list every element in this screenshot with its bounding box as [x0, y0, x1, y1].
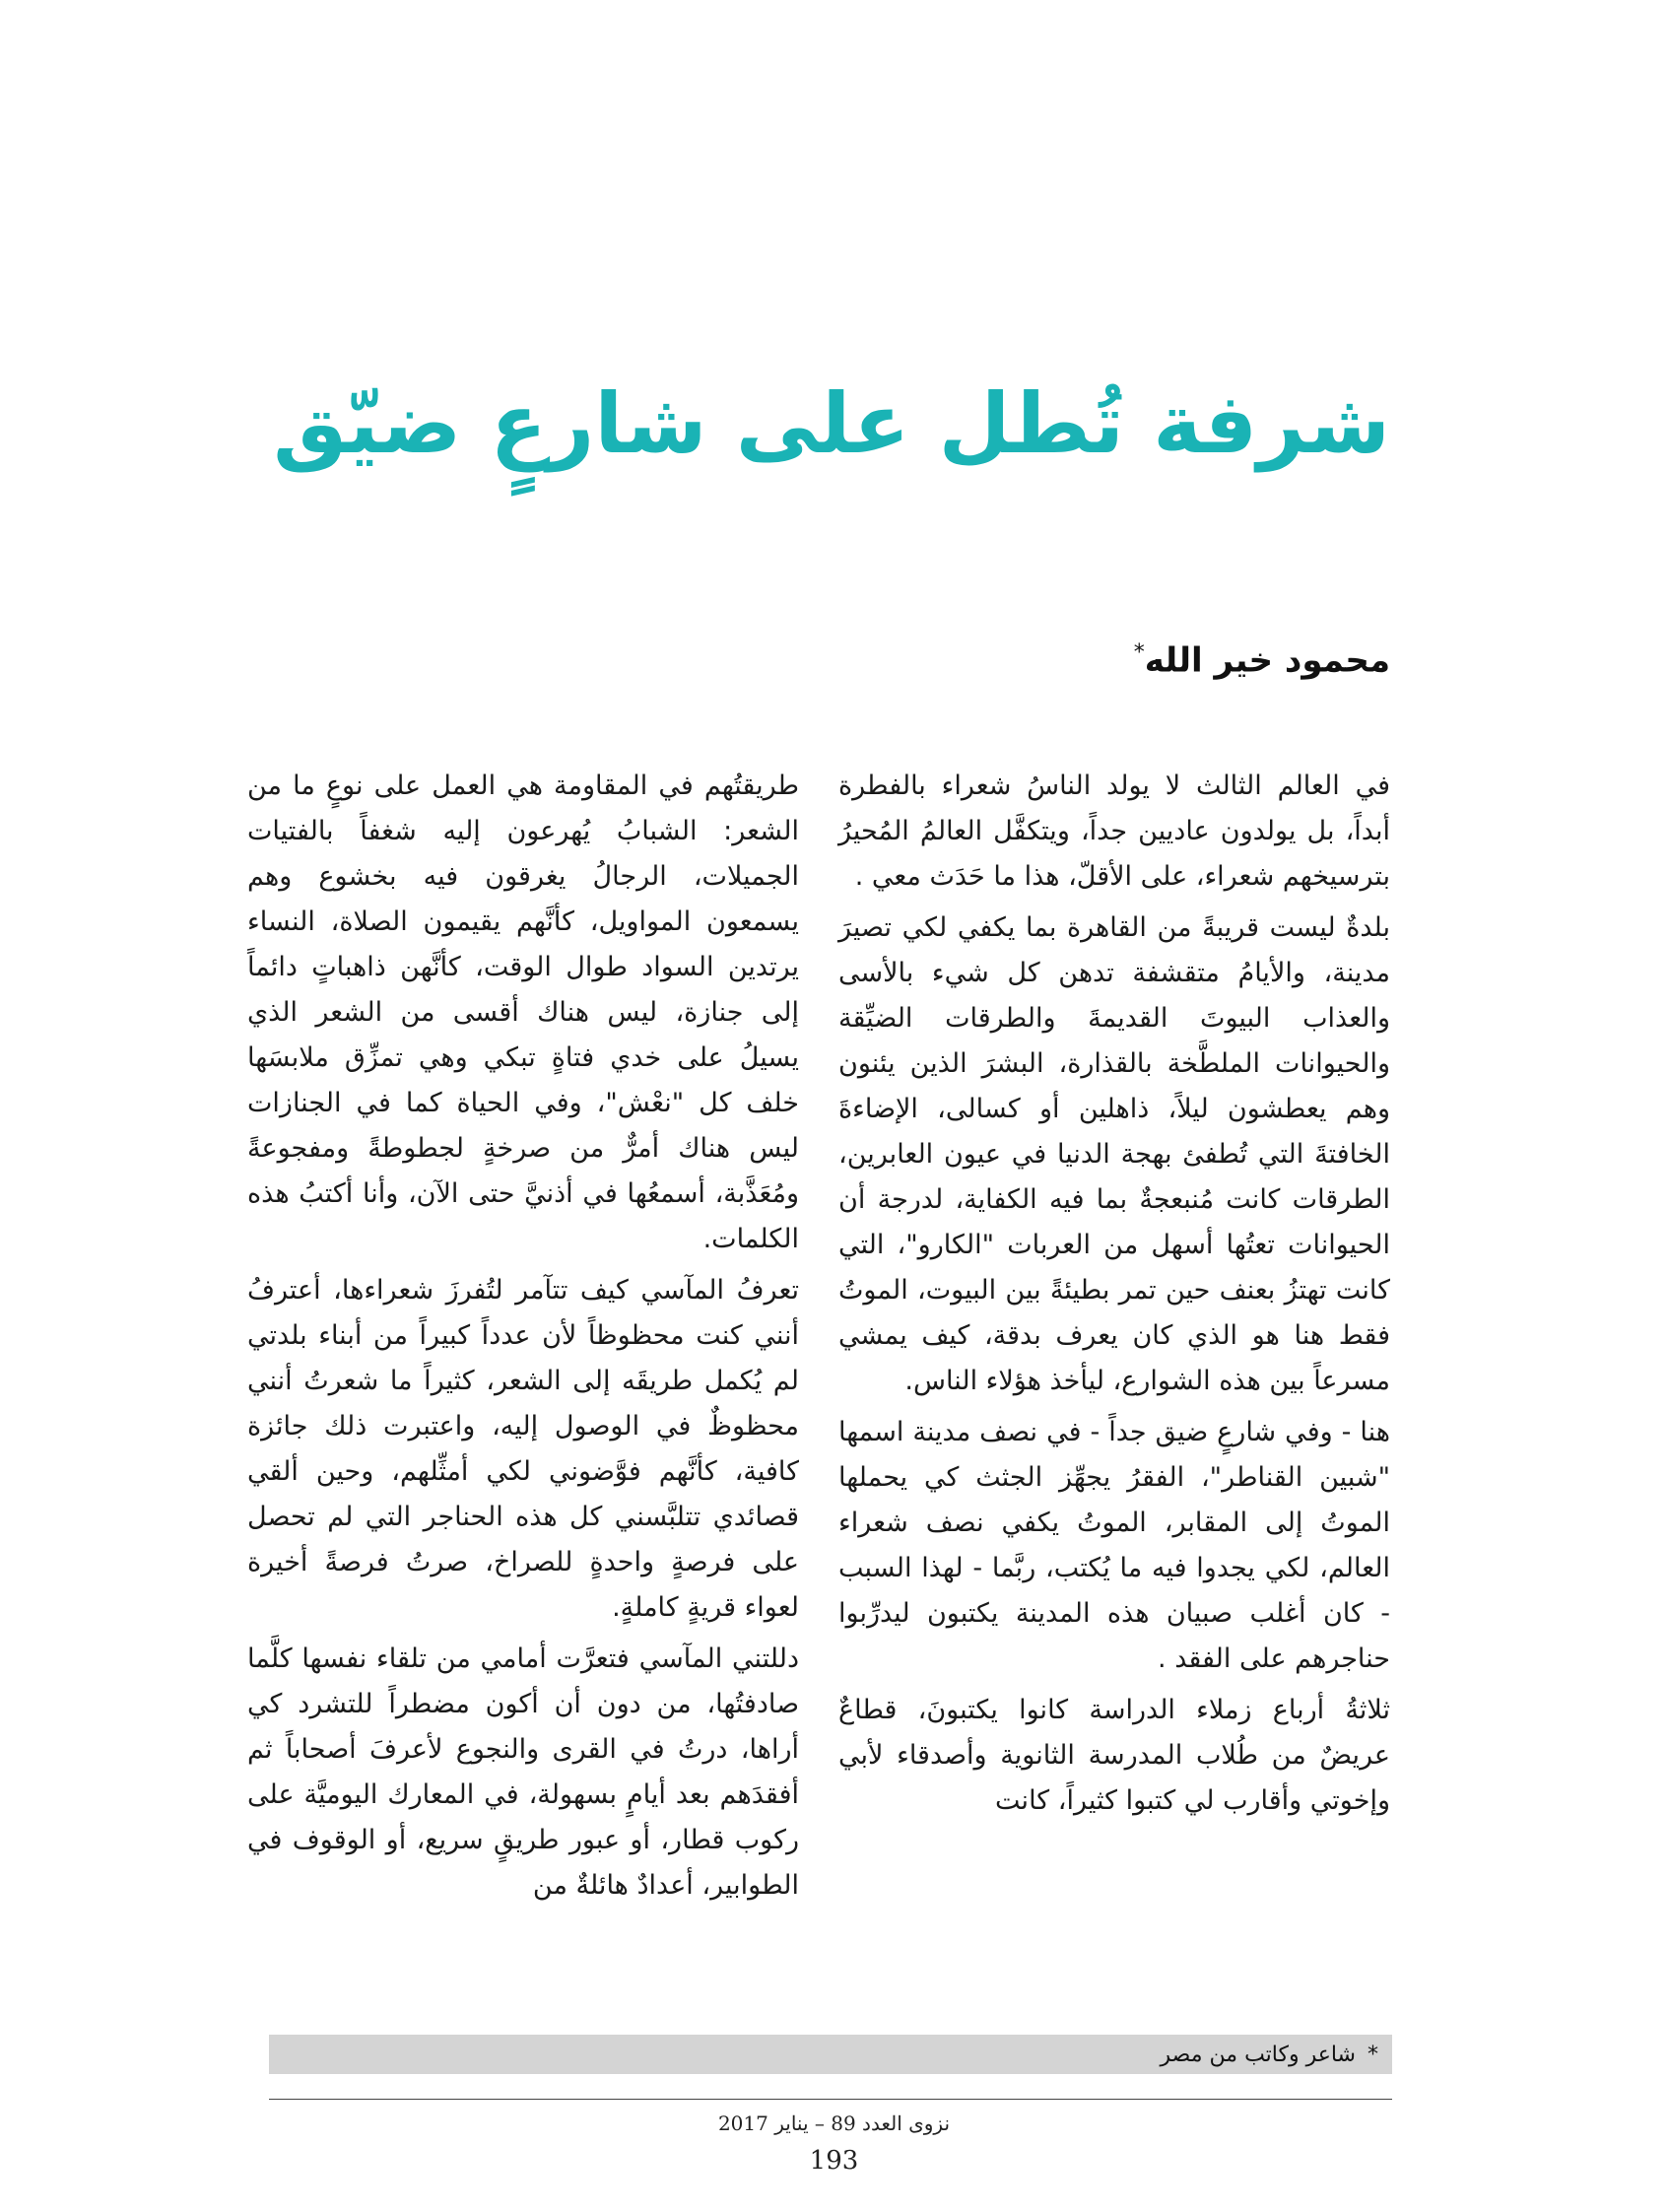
- footnote-bar: [269, 2035, 1392, 2074]
- issue-info: نزوى العدد 89 – يناير 2017: [717, 2111, 951, 2135]
- text-column-left: [247, 764, 799, 1914]
- article-title: شرفة تُطل على شارعٍ ضيّق: [273, 375, 1390, 472]
- paragraph: طريقتُهم في المقاومة هي العمل على نوعٍ ما من الشعر: الشبابُ يُهرعون إليه شغفاً بالفتيات الجميلات، الرجالُ يغرقون فيه بخشوع وهم يسمعون المواويل، كأنَّهم يقيمون الصلاة، النساء يرتدين السواد طوال الوقت، كأنَّهن ذاهباتٍ دائماً إلى جنازة، ليس هناك أقسى من الشعر الذي يسيلُ على خدي فتاةٍ تبكي وهي تمزِّق ملابسَها خلف كل "نعْش"، وفي الحياة كما في الجنازات ليس هناك أمرٌّ من صرخةٍ لجطوطةً ومفجوعةً ومُعَذَّبة، أسمعُها في أذنيَّ حتى الآن، وأنا أكتبُ هذه الكلمات.: [247, 771, 799, 1254]
- paragraph: ثلاثةُ أرباع زملاء الدراسة كانوا يكتبونَ، قطاعٌ عريضٌ من طُلاب المدرسة الثانوية وأصدقاء لأبي وإخوتي وأقارب لي كتبوا كثيراً، كانت: [838, 1695, 1390, 1816]
- paragraph: في العالم الثالث لا يولد الناسُ شعراء بالفطرة أبداً، بل يولدون عاديين جداً، ويتكفَّل العالمُ المُحيرُ بترسيخهم شعراء، على الأقلّ، هذا ما حَدَث معي .: [838, 771, 1390, 892]
- paragraph: هنا - وفي شارعٍ ضيق جداً - في نصف مدينة اسمها "شبين القناطر"، الفقرُ يجهِّز الجثث كي يحملها الموتُ إلى المقابر، الموتُ يكفي نصف شعراء العالم، لكي يجدوا فيه ما يُكتب، ربَّما - لهذا السبب - كان أغلب صبيان هذه المدينة يكتبون ليدرِّبوا حناجرهم على الفقد .: [838, 1417, 1390, 1674]
- paragraph: تعرفُ المآسي كيف تتآمر لتُفرزَ شعراءها، أعترفُ أنني كنت محظوظاً لأن عدداً كبيراً من أبناء بلدتي لم يُكمل طريقَه إلى الشعر، كثيراً ما شعرتُ أنني محظوظٌ في الوصول إليه، واعتبرت ذلك جائزة كافية، كأنَّهم فوَّضوني لكي أمثِّلهم، وحين ألقي قصائدي تتلبَّسني كل هذه الحناجر التي لم تحصل على فرصةٍ واحدةٍ للصراخ، صرتُ فرصةً أخيرة لعواء قريةٍ كاملةٍ.: [247, 1275, 799, 1623]
- footer-divider: [269, 2099, 1392, 2100]
- text-column-right: [838, 764, 1390, 1830]
- paragraph: بلدةٌ ليست قريبةً من القاهرة بما يكفي لكي تصيرَ مدينة، والأيامُ متقشفة تدهن كل شيء بالأسى والعذاب البيوتَ القديمةَ والطرقات الضيِّقة والحيوانات الملطَّخة بالقذارة، البشرَ الذين يئنون وهم يعطشون ليلاً، ذاهلين أو كسالى، الإضاءةَ الخافتةَ التي تُطفئ بهجة الدنيا في عيون العابرين، الطرقات كانت مُنبعجةٌ بما فيه الكفاية، لدرجة أن الحيوانات تعتُها أسهل من العربات "الكارو"، التي كانت تهتزُ بعنف حين تمر بطيئةً بين البيوت، الموتُ فقط هنا هو الذي كان يعرف بدقة، كيف يمشي مسرعاً بين هذه الشوارع، ليأخذ هؤلاء الناس.: [838, 912, 1390, 1396]
- author-footnote-mark: *: [1133, 640, 1145, 665]
- author-name: محمود خير الله: [1144, 640, 1390, 681]
- footnote-mark: *: [1368, 2042, 1378, 2067]
- paragraph: دللتني المآسي فتعرَّت أمامي من تلقاء نفسها كلَّما صادفتُها، من دون أن أكون مضطراً للتشرد كي أراها، درتُ في القرى والنجوع لأعرفَ أصحاباً ثم أفقدَهم بعد أيامٍ بسهولة، في المعارك اليوميَّة على ركوب قطار، أو عبور طريقٍ سريع، أو الوقوف في الطوابير، أعدادٌ هائلةٌ من: [247, 1643, 799, 1901]
- page-number: 193: [809, 2146, 859, 2176]
- footnote-text: شاعر وكاتب من مصر: [1160, 2042, 1356, 2067]
- author-byline: [602, 640, 1390, 680]
